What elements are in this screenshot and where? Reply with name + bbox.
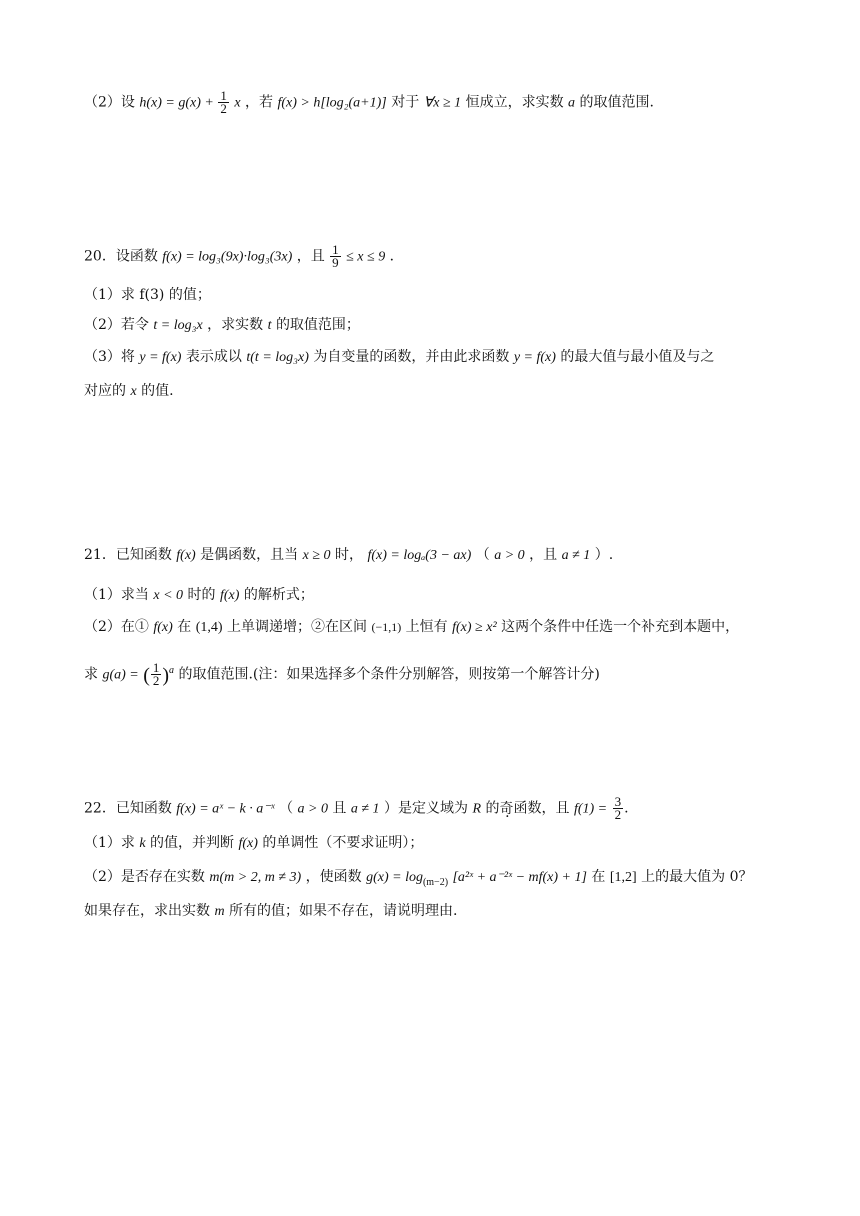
formula: a > 0 — [494, 548, 525, 563]
var-x: x — [130, 384, 137, 399]
text: ，求实数 — [207, 317, 264, 333]
q22-part2 — [84, 866, 753, 894]
frac-denominator: 2 — [614, 807, 622, 822]
q22-part1 — [84, 832, 423, 855]
text: （1）求当 — [84, 587, 149, 603]
text: 上单调递增；②在区间 — [227, 619, 367, 635]
var-t: t — [267, 318, 272, 333]
interval: (−1,1) — [371, 620, 402, 634]
text: 的取值范围. — [579, 94, 654, 111]
text: 的取值范围.(注：如果选择多个条件分别解答，则按第一个解答计分) — [178, 666, 600, 683]
q20-stem — [84, 244, 404, 269]
text: 函数，且 — [513, 800, 570, 817]
q21-part2 — [84, 616, 739, 639]
text: 恒成立，求实数 — [465, 94, 564, 111]
text: 的单调性（不要求证明）； — [262, 835, 424, 851]
formula: f(x) — [153, 620, 173, 635]
text: 时的 — [187, 587, 216, 603]
text: ）是定义域为 — [384, 800, 469, 817]
formula: g(x) = log — [366, 870, 423, 885]
q19-part2-line — [84, 90, 654, 115]
text: 求 — [84, 666, 98, 683]
question-number: 21．已知函数 — [84, 547, 172, 563]
interval: (1,4) — [195, 620, 223, 635]
formula: g(a) = — [102, 667, 139, 683]
text: ，且 — [296, 248, 325, 265]
function-definition: f(x) = aˣ − k · a⁻ˣ — [176, 801, 275, 817]
formula: x ≥ 0 — [302, 548, 331, 563]
text: 的值，并判断 — [150, 835, 235, 851]
text: ）. — [594, 547, 614, 563]
text: （2）是否存在实数 — [84, 869, 205, 885]
text: 如果存在，求出实数 — [84, 903, 210, 919]
function-definition: f(x) = logₐ(3 − ax) — [367, 548, 472, 563]
q22-stem — [84, 796, 629, 821]
text: （ — [279, 800, 294, 817]
formula: f(x) — [176, 548, 196, 563]
text: （2）在① — [84, 619, 149, 635]
fraction-three-halves — [613, 796, 624, 821]
q20-part2 — [84, 314, 360, 337]
frac-denominator: 2 — [152, 673, 160, 689]
paren-close: ) — [162, 664, 170, 687]
q20-part3-cont — [84, 380, 174, 403]
text: 的取值范围； — [275, 317, 360, 333]
q19-part2-label: （2）设 — [84, 94, 135, 111]
interval: [1,2] — [609, 870, 637, 885]
text: 在 — [177, 619, 192, 635]
formula: a ≠ 1 — [350, 801, 380, 817]
formula: y = f(x) — [139, 350, 182, 365]
q21-part1 — [84, 584, 314, 607]
var-m: m — [214, 904, 225, 919]
formula: f(x) — [219, 588, 240, 603]
q20-part3 — [84, 346, 714, 369]
frac-numerator: 1 — [220, 88, 227, 103]
frac-numerator: 1 — [332, 242, 339, 257]
text: 对于 — [391, 94, 420, 111]
q21-stem — [84, 544, 613, 567]
text: （2）若令 — [84, 317, 149, 333]
text: 的 — [485, 800, 500, 817]
text: ，使函数 — [305, 869, 362, 885]
text: ． — [389, 248, 404, 265]
text: 上的最大值为 0？ — [641, 869, 753, 885]
function-definition: f(x) = log₃(9x)·log₃(3x) — [162, 249, 293, 265]
text: . — [624, 800, 629, 817]
formula: y = f(x) — [513, 350, 556, 365]
text: 的最大值与最小值及与之 — [560, 349, 715, 365]
substitution: t = log₃x — [153, 318, 203, 333]
question-number: 22．已知函数 — [84, 800, 172, 817]
frac-numerator: 1 — [152, 660, 160, 676]
text: （1）求 — [84, 835, 135, 851]
text: 所有的值；如果不存在，请说明理由. — [229, 903, 458, 919]
inequality-condition: f(x) > h[log₂(a+1)] — [277, 95, 387, 111]
frac-numerator: 3 — [614, 794, 622, 809]
question-number: 20．设函数 — [84, 248, 158, 265]
set-R: R — [472, 801, 482, 817]
text: 上恒有 — [405, 619, 448, 635]
formula: m(m > 2, m ≠ 3) — [209, 870, 302, 885]
text: ，若 — [244, 94, 273, 111]
text: 且 — [332, 800, 347, 817]
text: （3）将 — [84, 349, 135, 365]
frac-denominator: 9 — [332, 255, 339, 270]
h-definition: h(x) = g(x) + — [139, 95, 218, 111]
formula: x < 0 — [153, 588, 184, 603]
formula: f(x) — [238, 836, 258, 851]
fraction-one-half — [151, 662, 162, 687]
formula: [a²ˣ + a⁻²ˣ − mf(x) + 1] — [452, 870, 587, 885]
var-k: k — [139, 836, 146, 851]
domain-range: ≤ x ≤ 9 — [346, 249, 386, 265]
paren-open: ( — [143, 664, 150, 687]
text: 为自变量的函数，并由此求函数 — [313, 349, 510, 365]
var-a: a — [568, 95, 576, 111]
var-x: x — [234, 95, 241, 111]
text: 对应的 — [84, 383, 126, 399]
text: 的解析式； — [243, 587, 314, 603]
text: 的值. — [141, 383, 174, 399]
frac-denominator: 2 — [220, 101, 227, 116]
fraction-one-half — [218, 90, 229, 115]
text: 时， — [334, 547, 363, 563]
formula: a > 0 — [297, 801, 328, 817]
text: 在 — [591, 869, 606, 885]
forall-condition: ∀x ≥ 1 — [423, 95, 462, 111]
part-text: （1）求 f(3) 的值； — [84, 287, 211, 303]
formula: t(t = log₃x) — [246, 350, 309, 365]
log-base: (m−2) — [422, 876, 449, 888]
text: 表示成以 — [185, 349, 242, 365]
text: （ — [475, 547, 490, 563]
emphasis-odd: 奇 — [499, 800, 514, 817]
q21-part2-cont — [84, 660, 600, 687]
formula: f(x) ≥ x² — [452, 620, 497, 635]
formula: a ≠ 1 — [561, 548, 591, 563]
text: 是偶函数，且当 — [200, 547, 299, 563]
q22-part2-cont — [84, 900, 457, 923]
text: 这两个条件中任选一个补充到本题中， — [501, 619, 740, 635]
formula: f(1) = — [573, 801, 608, 817]
q20-part1 — [84, 284, 211, 306]
fraction-one-ninth — [330, 244, 341, 269]
exponent: a — [169, 665, 175, 676]
text: ，且 — [529, 547, 558, 563]
